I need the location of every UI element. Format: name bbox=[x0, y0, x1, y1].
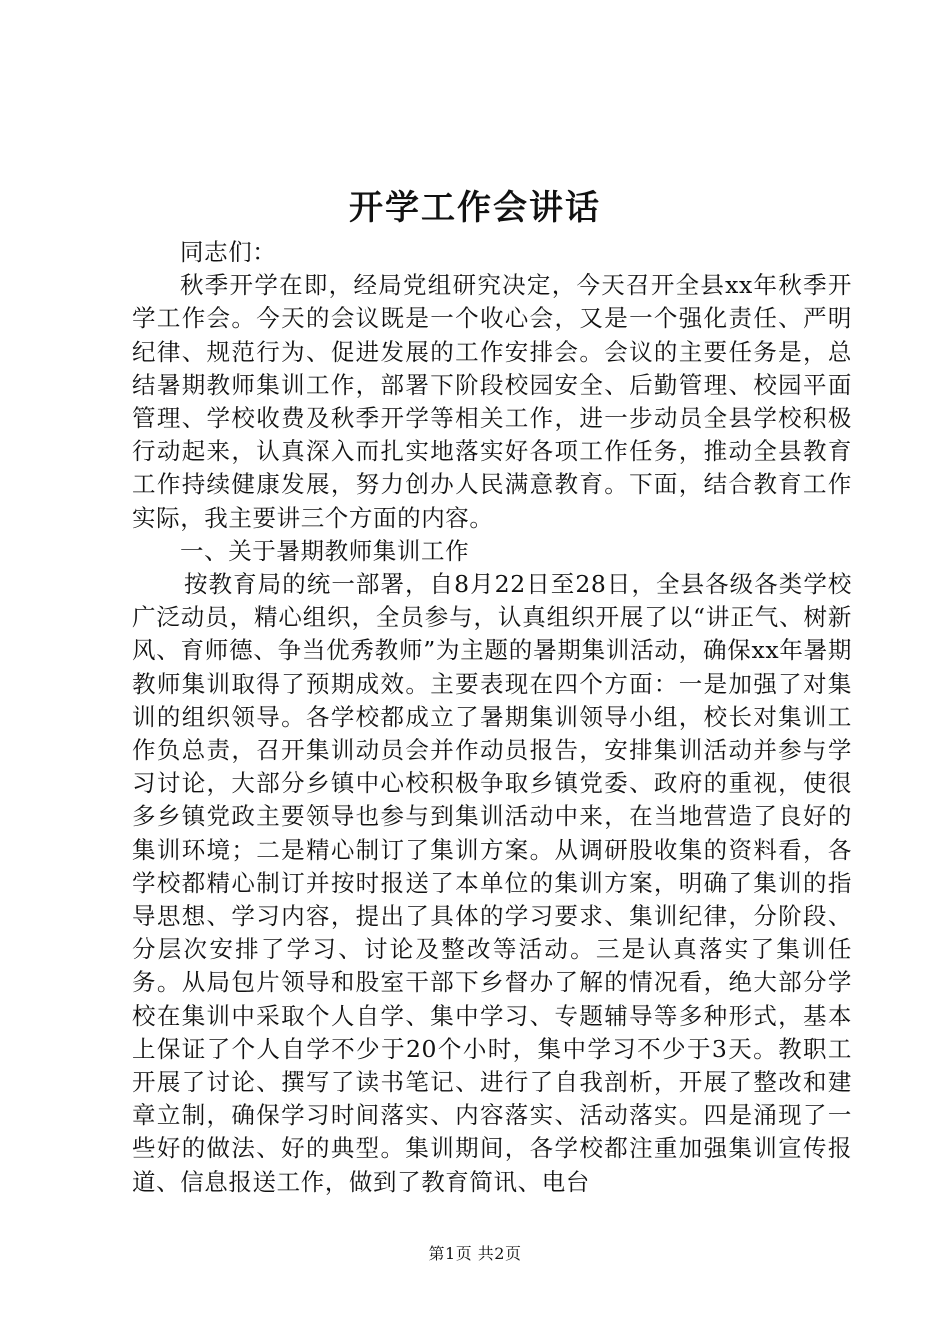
document-title: 开学工作会讲话 bbox=[349, 188, 601, 228]
section-paragraph: 按教育局的统一部署，自8月22日至28日，全县各级各类学校广泛动员，精心组织，全员参与，认真组织开展了以“讲正气、树新风、育师德、争当优秀教师”为主题的暑期集训活动，确保xx年暑期教师集训取得了预期成效。主要表现在四个方面：一是加强了对集训的组织领导。各学校都成立了暑期集训领导小组，校长对集训工作负总责，召开集训动员会并作动员报告，安排集训活动并参与学习讨论，大部分乡镇中心校积极争取乡镇党委、政府的重视，使很多乡镇党政主要领导也参与到集训活动中来，在当地营造了良好的集训环境；二是精心制订了集训方案。从调研股收集的资料看，各学校都精心制订并按时报送了本单位的集训方案，明确了集训的指导思想、学习内容，提出了具体的学习要求、集训纪律，分阶段、分层次安排了学习、讨论及整改等活动。三是认真落实了集训任务。从局包片领导和股室干部下乡督办了解的情况看，绝大部分学校在集训中采取个人自学、集中学习、专题辅导等多种形式，基本上保证了个人自学不少于20个小时，集中学习不少于3天。教职工开展了讨论、撰写了读书笔记、进行了自我剖析，开展了整改和建章立制，确保学习时间落实、内容落实、活动落实。四是涌现了一些好的做法、好的典型。集训期间，各学校都注重加强集训宣传报道、信息报送工作，做到了教育简讯、电台 bbox=[132, 570, 852, 1196]
section-heading: 一、关于暑期教师集训工作 bbox=[180, 536, 470, 565]
page-footer: 第1页 共2页 bbox=[428, 1244, 522, 1263]
salutation: 同志们： bbox=[180, 238, 277, 266]
intro-paragraph: 秋季开学在即，经局党组研究决定，今天召开全县xx年秋季开学工作会。今天的会议既是一个收心会，又是一个强化责任、严明纪律、规范行为、促进发展的工作安排会。会议的主要任务是，总结暑期教师集训工作，部署下阶段校园安全、后勤管理、校园平面管理、学校收费及秋季开学等相关工作，进一步动员全县学校积极行动起来，认真深入而扎实地落实好各项工作任务，推动全县教育工作持续健康发展，努力创办人民满意教育。下面，结合教育工作实际，我主要讲三个方面的内容。 bbox=[132, 271, 852, 532]
document-body bbox=[132, 236, 852, 1199]
